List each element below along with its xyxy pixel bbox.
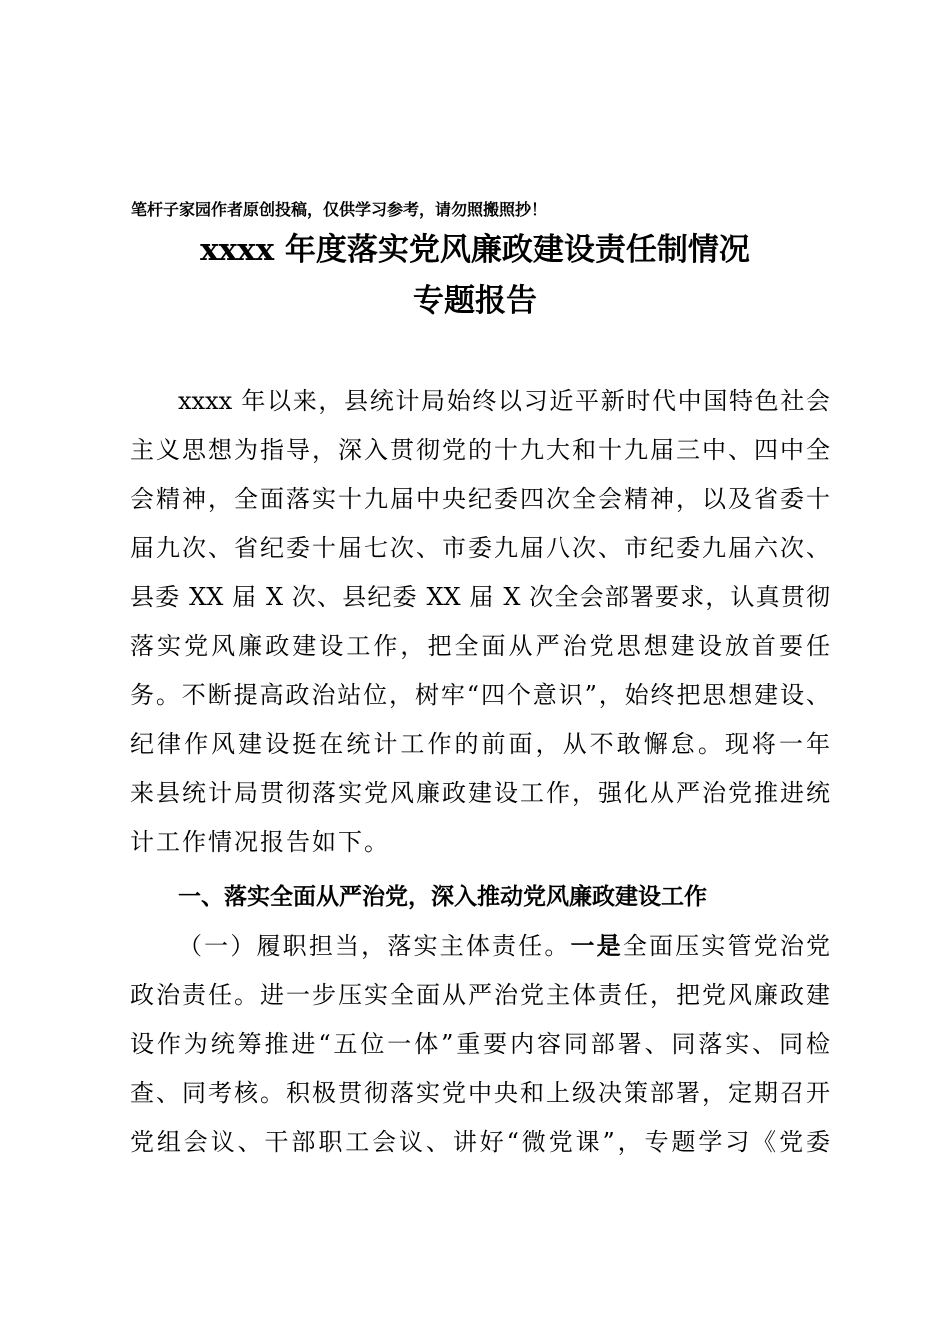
document-title-line-2: 专题报告 [413, 283, 537, 319]
paragraph-line: 务。不断提高政治站位，树牢“四个意识”，始终把思想建设、 [130, 681, 830, 709]
paragraph-line: 主义思想为指导，深入贯彻党的十九大和十九届三中、四中全 [130, 436, 830, 464]
paragraph-line: 计工作情况报告如下。 [130, 828, 390, 856]
subsection-first-line [178, 929, 830, 963]
paragraph-line: 会精神，全面落实十九届中央纪委四次全会精神，以及省委十 [130, 485, 830, 513]
paragraph-line: 县委 XX 届 X 次、县纪委 XX 届 X 次全会部署要求，认真贯彻 [130, 583, 830, 611]
paragraph-line: 党组会议、干部职工会议、讲好“微党课”，专题学习《党委 [130, 1128, 830, 1156]
paragraph-line: 查、同考核。积极贯彻落实党中央和上级决策部署，定期召开 [130, 1079, 830, 1107]
document-title-line-1: xxxx 年度落实党风廉政建设责任制情况 [200, 232, 750, 268]
emphasis-text: 一是 [570, 931, 623, 960]
paragraph-line: 落实党风廉政建设工作，把全面从严治党思想建设放首要任 [130, 632, 830, 660]
paragraph-line: 政治责任。进一步压实全面从严治党主体责任，把党风廉政建 [130, 981, 830, 1009]
paragraph-line: 设作为统筹推进“五位一体”重要内容同部署、同落实、同检 [130, 1030, 830, 1058]
paragraph-line: 来县统计局贯彻落实党风廉政建设工作，强化从严治党推进统 [130, 779, 830, 807]
paragraph-line: 纪律作风建设挺在统计工作的前面，从不敢懈怠。现将一年 [130, 730, 830, 758]
subsection-title: （一）履职担当，落实主体责任。 [178, 932, 571, 960]
paragraph-line: xxxx 年以来，县统计局始终以习近平新时代中国特色社会 [178, 387, 830, 415]
paragraph-line: 届九次、省纪委十届七次、市委九届八次、市纪委九届六次、 [130, 534, 830, 562]
copyright-disclaimer: 笔杆子家园作者原创投稿，仅供学习参考，请勿照搬照抄！ [131, 200, 548, 219]
subsection-text: 全面压实管党治党 [622, 932, 831, 960]
section-heading: 一、落实全面从严治党，深入推动党风廉政建设工作 [178, 884, 707, 910]
